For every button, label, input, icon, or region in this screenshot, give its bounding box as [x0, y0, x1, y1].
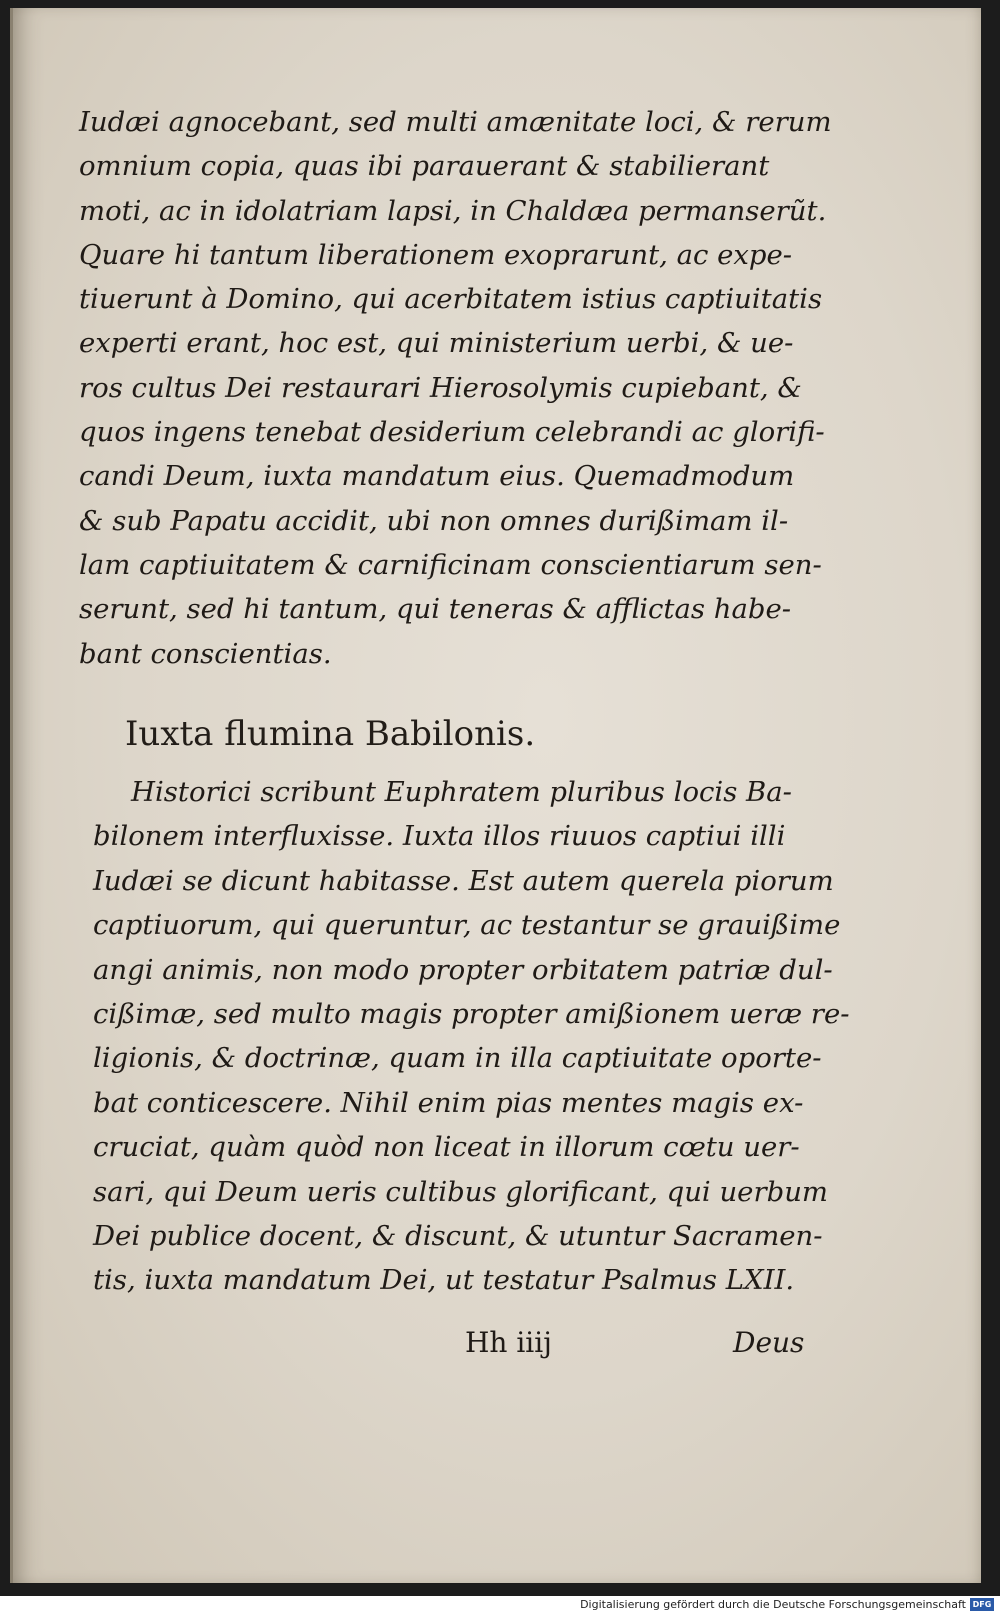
text-line: bant conscientias.	[79, 637, 332, 670]
text-line: cißimæ, sed multo magis propter amißionem ueræ re-	[93, 998, 850, 1031]
text-line: sari, qui Deum ueris cultibus glorificant, qui uerbum	[93, 1175, 828, 1208]
text-line: experti erant, hoc est, qui ministerium uerbi, & ue-	[79, 327, 794, 360]
text-line: serunt, sed hi tantum, qui teneras & afflictas habe-	[79, 593, 792, 626]
text-line: & sub Papatu accidit, ubi non omnes durißimam il-	[79, 504, 789, 537]
text-line: Iudæi agnocebant, sed multi amænitate loci, & rerum	[79, 106, 832, 138]
text-line: angi animis, non modo propter orbitatem patriæ dul-	[93, 953, 833, 986]
paragraph-2	[93, 770, 850, 1303]
signature-mark: Hh iiij	[465, 1326, 552, 1359]
page-footer	[13, 1326, 981, 1366]
text-line: captiuorum, qui queruntur, ac testantur se grauißime	[93, 909, 841, 942]
text-line: Quare hi tantum liberationem exoprarunt, ac expe-	[79, 238, 793, 271]
text-line: tis, iuxta mandatum Dei, ut testatur Psalmus LXII.	[93, 1264, 795, 1297]
credit-bar	[0, 1596, 1000, 1614]
text-line: bat conticescere. Nihil enim pias mentes magis ex-	[93, 1086, 804, 1119]
text-line: moti, ac in idolatriam lapsi, in Chaldæa permanserũt.	[79, 194, 827, 227]
text-line: quos ingens tenebat desiderium celebrandi ac glorifi-	[79, 416, 825, 449]
text-line: ros cultus Dei restaurari Hierosolymis cupiebant, &	[79, 371, 802, 404]
text-line: omnium copia, quas ibi parauerant & stabilierant	[79, 150, 770, 183]
text-line: Iudæi se dicunt habitasse. Est autem querela piorum	[93, 864, 834, 897]
catchword: Deus	[733, 1326, 805, 1359]
book-page	[10, 8, 981, 1583]
text-line: ligionis, & doctrinæ, quam in illa captiuitate oporte-	[93, 1042, 822, 1075]
paragraph-1	[79, 100, 832, 676]
credit-text: Digitalisierung gefördert durch die Deutsche Forschungsgemeinschaft	[580, 1598, 966, 1611]
section-heading: Iuxta flumina Babilonis.	[125, 714, 536, 754]
text-line: Historici scribunt Euphratem pluribus locis Ba-	[131, 776, 792, 808]
text-line: bilonem interfluxisse. Iuxta illos riuuos captiui illi	[93, 820, 786, 853]
text-line: lam captiuitatem & carnificinam conscientiarum sen-	[79, 548, 822, 581]
text-line: tiuerunt à Domino, qui acerbitatem istius captiuitatis	[79, 283, 823, 316]
text-line: candi Deum, iuxta mandatum eius. Quemadmodum	[79, 460, 795, 493]
dfg-logo-icon: DFG	[970, 1598, 994, 1611]
text-line: Dei publice docent, & discunt, & utuntur Sacramen-	[93, 1220, 823, 1253]
text-line: cruciat, quàm quòd non liceat in illorum cœtu uer-	[93, 1131, 800, 1164]
